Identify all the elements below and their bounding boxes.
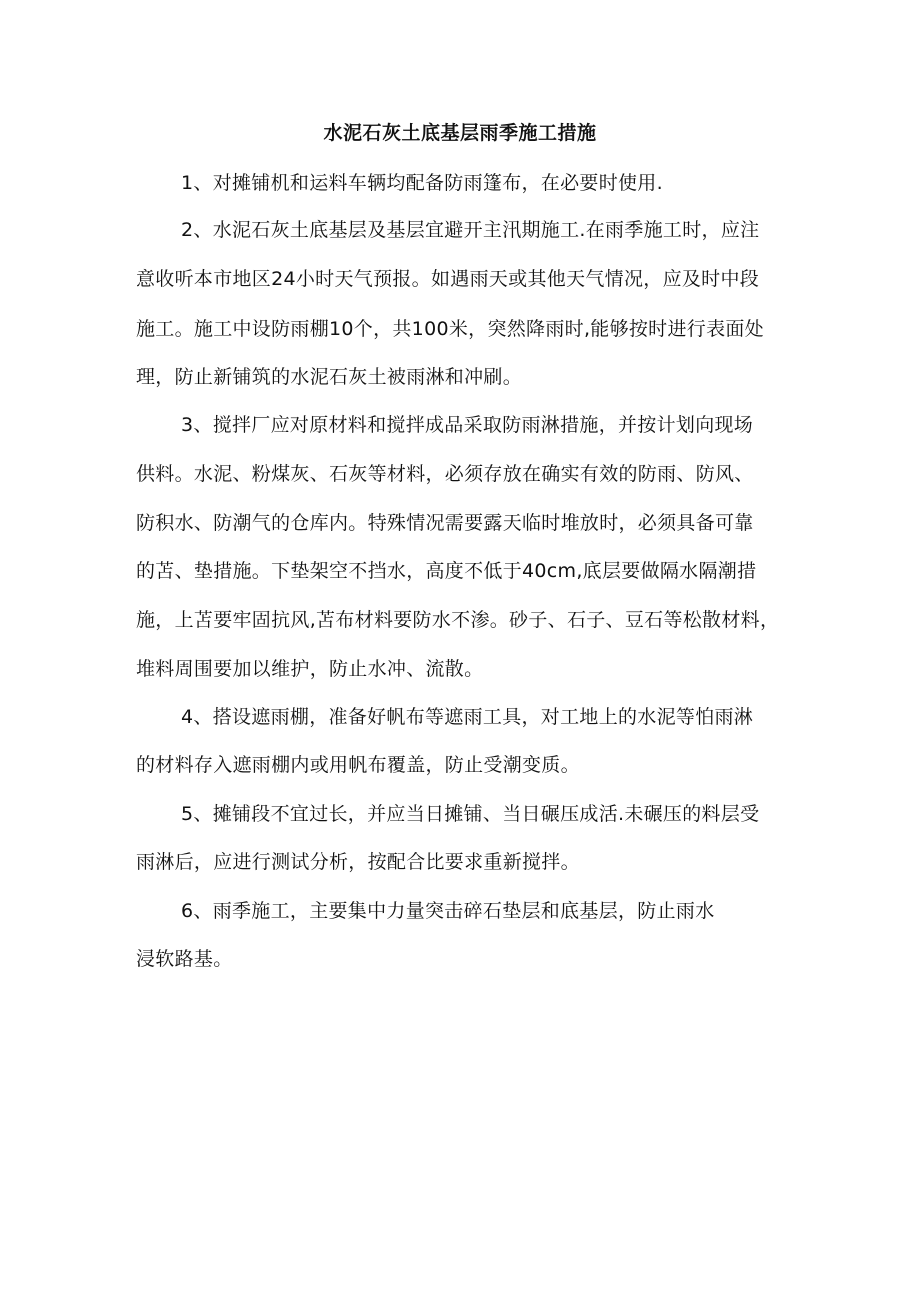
paragraph-5-line-2: 雨淋后，应进行测试分析，按配合比要求重新搅拌。 [136,851,580,873]
paragraph-3-line-4: 的苫、垫措施。下垫架空不挡水，高度不低于40cm,底层要做隔水隔潮措 [136,560,757,582]
paragraph-2-line-1: 2、水泥石灰土底基层及基层宜避开主汛期施工.在雨季施工时，应注 [181,219,760,241]
paragraph-1-line-1: 1、对摊铺机和运料车辆均配备防雨篷布，在必要时使用. [181,172,663,194]
paragraph-3-line-1: 3、搅拌厂应对原材料和搅拌成品采取防雨淋措施，并按计划向现场 [181,414,754,436]
paragraph-4-line-1: 4、搭设遮雨棚，准备好帆布等遮雨工具，对工地上的水泥等怕雨淋 [181,706,754,728]
paragraph-3-line-3: 防积水、防潮气的仓库内。特殊情况需要露天临时堆放时，必须具备可靠 [136,512,754,534]
paragraph-6-line-1: 6、雨季施工，主要集中力量突击碎石垫层和底基层，防止雨水 [181,900,715,922]
paragraph-5-line-1: 5、摊铺段不宜过长，并应当日摊铺、当日碾压成活.未碾压的料层受 [181,803,760,825]
paragraph-3-line-6: 堆料周围要加以维护，防止水冲、流散。 [136,658,484,680]
paragraph-4-line-2: 的材料存入遮雨棚内或用帆布覆盖，防止受潮变质。 [136,754,580,776]
paragraph-2-line-2: 意收听本市地区24小时天气预报。如遇雨天或其他天气情况，应及时中段 [136,268,760,290]
paragraph-2-line-3: 施工。施工中设防雨棚10个，共100米，突然降雨时,能够按时进行表面处 [136,318,764,340]
paragraph-6-line-2: 浸软路基。 [136,948,233,970]
paragraph-3-line-2: 供料。水泥、粉煤灰、石灰等材料，必须存放在确实有效的防雨、防风、 [136,463,754,485]
document-title: 水泥石灰土底基层雨季施工措施 [323,122,597,144]
paragraph-2-line-4: 理，防止新铺筑的水泥石灰土被雨淋和冲刷。 [136,366,523,388]
paragraph-3-line-5: 施，上苫要牢固抗风,苫布材料要防水不渗。砂子、石子、豆石等松散材料， [136,609,780,631]
